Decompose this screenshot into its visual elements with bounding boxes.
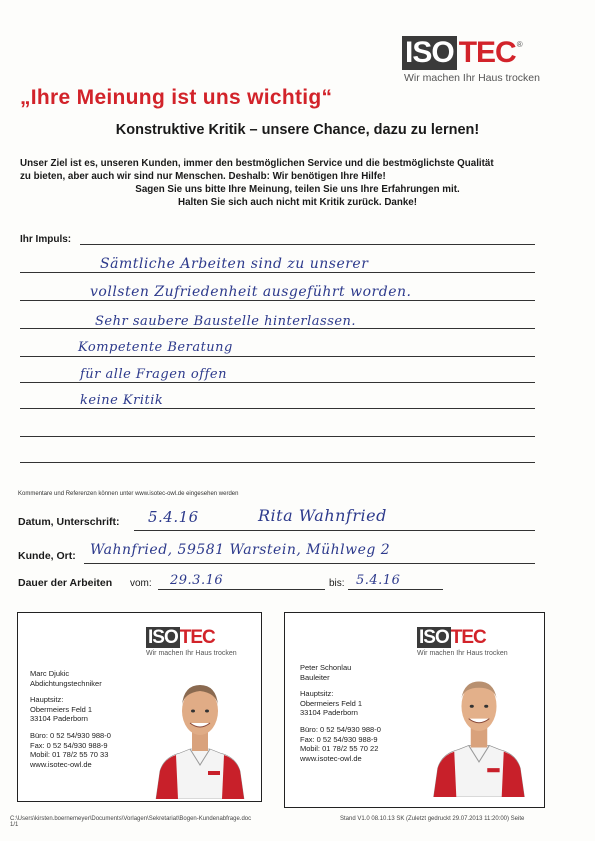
impuls-label: Ihr Impuls: (20, 234, 72, 245)
card-logo-iso: ISO (148, 627, 178, 648)
handwritten-datum: 5.4.16 (148, 508, 199, 526)
card-role: Bauleiter (300, 672, 330, 682)
writing-line (20, 462, 535, 463)
datum-line (134, 530, 535, 531)
card-street: Obermeiers Feld 1 (300, 698, 363, 708)
writing-line (20, 436, 535, 437)
handwritten-line-4: Kompetente Beratung (78, 340, 233, 355)
bis-label: bis: (329, 578, 345, 589)
card-city: 33104 Paderborn (300, 708, 358, 718)
card-mobile: Mobil: 01 78/2 55 70 22 (300, 744, 379, 754)
contact-card-peter-schonlau (284, 612, 545, 808)
intro-line-2: zu bieten, aber auch wir sind nur Menschen. Deshalb: Wir benötigen Ihre Hilfe! (20, 171, 386, 182)
writing-line (20, 356, 535, 357)
card-hq-label: Hauptsitz: (30, 695, 64, 705)
employee-photo (427, 665, 531, 797)
logo-tec-text: TEC (458, 36, 516, 69)
writing-line (20, 300, 535, 301)
card-isotec-logo (146, 627, 237, 657)
document-footer (10, 816, 585, 828)
card-contact-info (30, 669, 111, 769)
writing-line (20, 382, 535, 383)
intro-text (10, 157, 585, 209)
writing-line (80, 244, 535, 245)
footer-version-info: Stand V1.0 08.10.13 SK (Zuletzt gedruckt 29.07.2013 11:20:00) Seite (340, 816, 525, 822)
handwritten-line-5: für alle Fragen offen (80, 367, 227, 382)
kunde-line (84, 563, 535, 564)
card-name: Marc Djukic (30, 669, 70, 678)
handwritten-kunde-ort: Wahnfried, 59581 Warstein, Mühlweg 2 (90, 542, 391, 558)
card-office-phone: Büro: 0 52 54/930 988-0 (30, 730, 111, 740)
card-logo-tec: TEC (179, 627, 215, 648)
employee-photo (150, 671, 250, 799)
footer-page-number: 1/1 (10, 822, 19, 828)
logo-registered-mark: ® (516, 40, 523, 49)
card-website: www.isotec-owl.de (30, 759, 92, 769)
page-subtitle: Konstruktive Kritik – unsere Chance, dazu zu lernen! (115, 122, 480, 138)
kunde-label: Kunde, Ort: (18, 550, 76, 562)
dauer-label: Dauer der Arbeiten (18, 577, 113, 589)
card-city: 33104 Paderborn (30, 714, 88, 724)
bis-line (348, 589, 443, 590)
datum-label: Datum, Unterschrift: (18, 516, 120, 528)
card-office-phone: Büro: 0 52 54/930 988-0 (300, 724, 381, 734)
page-title: „Ihre Meinung ist uns wichtig“ (20, 86, 333, 109)
von-line (158, 589, 325, 590)
card-fax: Fax: 0 52 54/930 988-9 (300, 734, 378, 744)
footer-file-path: C:\Users\kirsten.boernemeyer\Documents\Vorlagen\Sekretariat\Bogen-Kundenabfrage.doc (10, 816, 252, 822)
references-note: Kommentare und Referenzen können unter www.isotec-owl.de eingesehen werden (18, 491, 239, 497)
writing-line (20, 408, 535, 409)
von-label: vom: (130, 578, 152, 589)
intro-line-1: Unser Ziel ist es, unseren Kunden, immer den bestmöglichen Service und die bestmöglichste Qualität (20, 158, 494, 169)
logo-iso-text: ISO (402, 36, 457, 70)
card-isotec-logo (417, 627, 508, 657)
handwritten-line-2: vollsten Zufriedenheit ausgeführt worden. (90, 284, 412, 300)
logo-tagline: Wir machen Ihr Haus trocken (404, 72, 540, 84)
card-role: Abdichtungstechniker (30, 678, 102, 688)
card-hq-label: Hauptsitz: (300, 689, 334, 699)
handwritten-bis: 5.4.16 (356, 573, 401, 588)
card-mobile: Mobil: 01 78/2 55 70 33 (30, 750, 109, 760)
intro-line-3: Sagen Sie uns bitte Ihre Meinung, teilen Sie uns Ihre Erfahrungen mit. (135, 184, 460, 195)
handwritten-signature: Rita Wahnfried (258, 506, 387, 525)
card-logo-tagline: Wir machen Ihr Haus trocken (146, 650, 237, 657)
writing-line (20, 272, 535, 273)
card-logo-iso: ISO (419, 627, 449, 648)
card-name: Peter Schonlau (300, 663, 352, 672)
card-website: www.isotec-owl.de (300, 753, 362, 763)
isotec-logo (402, 36, 570, 88)
card-logo-tec: TEC (450, 627, 486, 648)
handwritten-line-1: Sämtliche Arbeiten sind zu unserer (100, 256, 369, 272)
intro-line-4: Halten Sie sich auch nicht mit Kritik zurück. Danke! (178, 197, 417, 208)
card-logo-tagline: Wir machen Ihr Haus trocken (417, 650, 508, 657)
card-contact-info (300, 663, 381, 763)
contact-card-marc-djukic (17, 612, 262, 802)
handwritten-von: 29.3.16 (170, 573, 224, 588)
handwritten-line-6: keine Kritik (80, 393, 164, 408)
card-fax: Fax: 0 52 54/930 988-9 (30, 740, 108, 750)
handwritten-line-3: Sehr saubere Baustelle hinterlassen. (95, 314, 357, 329)
card-street: Obermeiers Feld 1 (30, 704, 93, 714)
